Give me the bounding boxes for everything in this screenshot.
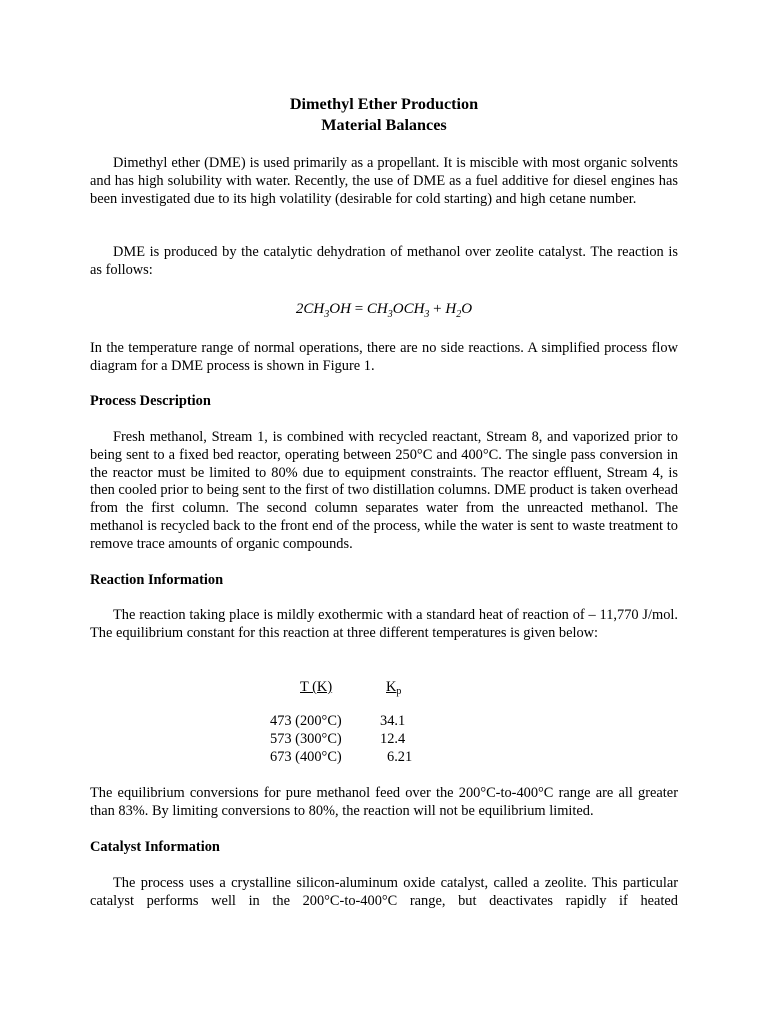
equilibrium-paragraph-text: The equilibrium conversions for pure methanol feed over the 200°C-to-400°C range are all greater than 83%. By limiting conversions to 80%, the reaction will not be equilibrium limited. (90, 785, 678, 819)
table-row-3-kp: 6.21 (387, 749, 413, 765)
kp-header-sub: p (396, 686, 402, 697)
eq-och: OCH (392, 301, 425, 317)
reaction-paragraph (90, 607, 678, 643)
eq-h: H (445, 301, 457, 317)
table-row-2-temperature: 573 (300°C) (270, 731, 342, 747)
heading-catalyst-information: Catalyst Information (90, 839, 220, 855)
eq-equals: = (350, 301, 367, 317)
heading-reaction-information: Reaction Information (90, 572, 224, 588)
table-row-3-temperature: 673 (400°C) (270, 749, 342, 765)
intro-paragraph-2 (90, 244, 678, 280)
reaction-equation (0, 300, 768, 318)
table-row-1-temperature: 473 (200°C) (270, 713, 342, 729)
equilibrium-constant-table (270, 679, 440, 769)
table-row-2-kp: 12.4 (380, 731, 406, 747)
eq-sub-2: 2 (456, 309, 462, 320)
intro-paragraph-2-text: DME is produced by the catalytic dehydration of methanol over zeolite catalyst. The reaction is as follows: (90, 244, 678, 278)
eq-o: O (461, 301, 473, 317)
title-line-2: Material Balances (321, 116, 447, 134)
table-header-temperature: T (K) (300, 679, 333, 695)
intro-paragraph-1 (90, 155, 678, 208)
catalyst-paragraph (90, 875, 678, 911)
document-title (0, 94, 768, 136)
process-paragraph-text: Fresh methanol, Stream 1, is combined with recycled reactant, Stream 8, and vaporized prior to being sent to a fixed bed reactor, operating between 250°C and 400°C. The single pass conversion in the reactor must be limited to 80% due to equipment constraints. The reactor effluent, Stream 4, is then cooled prior to being sent to the first of two distillation columns. DME product is taken overhead from the first column. The second column separates water from the unreacted methanol. The methanol is recycled back to the front end of the process, while the water is sent to waste treatment to remove trace amounts of organic compounds. (90, 429, 678, 552)
table-row-1-kp: 34.1 (380, 713, 406, 729)
eq-sub-3-a: 3 (324, 309, 330, 320)
intro-paragraph-3 (90, 340, 678, 376)
eq-ch-a: CH (303, 301, 325, 317)
catalyst-paragraph-text: The process uses a crystalline silicon-aluminum oxide catalyst, called a zeolite. This particular catalyst performs well in the 200°C-to-400°C range, but deactivates rapidly if heated (90, 875, 678, 909)
table-header-kp (386, 679, 401, 697)
eq-sub-3-c: 3 (424, 309, 430, 320)
kp-header-k: K (386, 679, 397, 695)
eq-plus: + (429, 301, 446, 317)
eq-ch-b: CH (366, 301, 388, 317)
equilibrium-paragraph (90, 785, 678, 821)
reaction-paragraph-text: The reaction taking place is mildly exothermic with a standard heat of reaction of – 11,770 J/mol. The equilibrium constant for this reaction at three different temperatures is given below: (90, 607, 678, 641)
heading-process-description: Process Description (90, 393, 211, 409)
process-paragraph (90, 429, 678, 554)
intro-paragraph-3-text: In the temperature range of normal operations, there are no side reactions. A simplified process flow diagram for a DME process is shown in Figure 1. (90, 340, 678, 374)
title-line-1: Dimethyl Ether Production (289, 95, 479, 113)
eq-coefficient: 2 (295, 301, 304, 317)
eq-sub-3-b: 3 (387, 309, 393, 320)
intro-paragraph-1-text: Dimethyl ether (DME) is used primarily as a propellant. It is miscible with most organic solvents and has high solubility with water. Recently, the use of DME as a fuel additive for diesel engines has been investigated due to its high volatility (desirable for cold starting) and high cetane number. (90, 155, 678, 207)
eq-oh: OH (329, 301, 351, 317)
